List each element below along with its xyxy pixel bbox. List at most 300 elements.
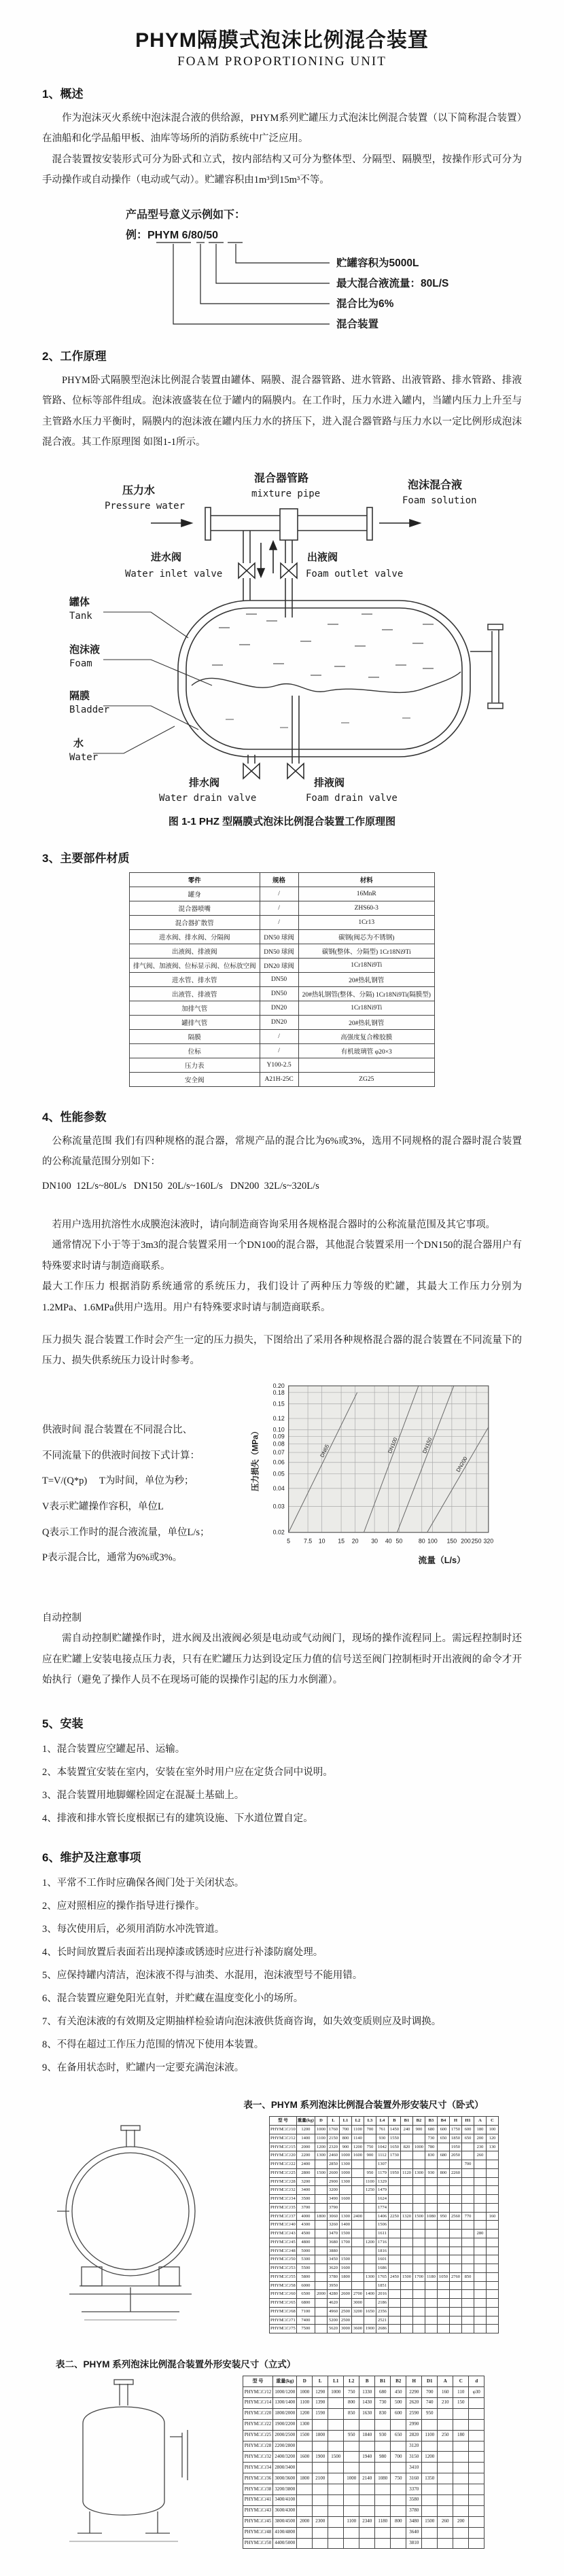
table-cell — [486, 2186, 498, 2195]
table-cell: 3160 — [406, 2473, 422, 2484]
table-cell: 3680 — [327, 2238, 339, 2247]
table-cell: 1000 — [315, 2126, 327, 2134]
chart-xlabel: 流量（L/s） — [418, 1554, 466, 1565]
table-header-cell: D — [297, 2376, 313, 2387]
list-item: 供液时间 混合装置在不同混合比、 — [42, 1424, 193, 1435]
table-cell — [388, 2299, 400, 2308]
label-pressure-water-en: Pressure water — [105, 500, 186, 512]
table-cell — [474, 2325, 486, 2333]
table-cell — [315, 2299, 327, 2308]
svg-text:200: 200 — [461, 1537, 471, 1545]
table-cell: 1611 — [376, 2230, 388, 2238]
table-cell: PHYM□/□/37 — [270, 2212, 297, 2221]
table-header-cell: 材料 — [298, 872, 434, 887]
table-cell — [461, 2247, 474, 2255]
list-item: 不同流量下的供液时间按下式计算： — [42, 1450, 200, 1461]
table-cell: 730 — [375, 2397, 391, 2408]
table-cell: 3500 — [296, 2195, 315, 2204]
table-cell: 碳钢(阀芯为不锈钢) — [298, 929, 434, 944]
table-cell — [400, 2247, 412, 2255]
svg-text:80: 80 — [419, 1537, 425, 1545]
table-cell: 930 — [425, 2168, 437, 2177]
table-cell: 1700 — [339, 2238, 351, 2247]
table-cell: 安全阀 — [130, 1072, 260, 1086]
table-cell — [486, 2272, 498, 2281]
series-label-dn200: DN200 — [455, 1455, 469, 1473]
table-cell: 罐身 — [130, 887, 260, 901]
table-cell — [391, 2527, 406, 2538]
table-cell: 1765 — [376, 2272, 388, 2281]
table-cell: 1500 — [315, 2168, 327, 2177]
table-cell — [375, 2463, 391, 2473]
table-cell — [388, 2177, 400, 2186]
foam-dashes — [212, 614, 434, 677]
table-cell: 3950 — [327, 2281, 339, 2290]
section5-heading: 5、安装 — [42, 1717, 84, 1730]
table-cell: PHYM□/□/20 — [243, 2408, 273, 2419]
table-header-cell: B — [388, 2117, 400, 2126]
table-cell: 2250 — [388, 2212, 400, 2221]
table-cell: 700 — [339, 2126, 351, 2134]
table-cell — [412, 2247, 425, 2255]
section6-items — [42, 1872, 522, 2080]
table-cell: PHYM□/□/43 — [243, 2505, 273, 2516]
table-cell: PHYM□/□/40 — [270, 2221, 297, 2230]
table-cell: PHYM□/□/55 — [270, 2272, 297, 2281]
table-cell — [313, 2538, 328, 2549]
table-cell — [359, 2527, 375, 2538]
table-cell — [438, 2538, 453, 2549]
table-cell — [328, 2473, 344, 2484]
table-cell — [425, 2290, 437, 2299]
table-cell — [438, 2452, 453, 2463]
table-cell — [461, 2307, 474, 2316]
table-cell: 280 — [474, 2230, 486, 2238]
table-cell: PHYM□/□/15 — [270, 2143, 297, 2151]
table-cell — [453, 2441, 469, 2452]
table-cell — [339, 2247, 351, 2255]
section4-p3: 通常情况下小于等于3m3的混合装置采用一个DN100的混合器，其他混合装置采用一个DN150的混合器用户有特殊要求时请与制造商联系。 — [42, 1240, 522, 1272]
table-cell: 混合器喷嘴 — [130, 901, 260, 915]
table-cell: 2300 — [313, 2516, 328, 2527]
table-cell: A21H-25C — [260, 1072, 298, 1086]
table-cell — [315, 2160, 327, 2169]
list-item: Q表示工作时的混合液流量，单位L/s； — [42, 1526, 210, 1538]
table-cell — [449, 2325, 461, 2333]
table-cell — [438, 2505, 453, 2516]
table-cell: Y100-2.5 — [260, 1058, 298, 1072]
table-cell — [400, 2221, 412, 2230]
table-cell: 1320 — [400, 2212, 412, 2221]
table-cell: 2500 — [339, 2316, 351, 2325]
table-cell: 1000 — [339, 2168, 351, 2177]
section5-items — [42, 1738, 522, 1830]
table-cell: 进水管、排水管 — [130, 972, 260, 986]
svg-text:7.5: 7.5 — [304, 1537, 313, 1545]
table-cell: 1506 — [376, 2221, 388, 2230]
table-cell: PHYM□/□/14 — [243, 2397, 273, 2408]
table-cell — [400, 2290, 412, 2299]
table-cell — [449, 2264, 461, 2273]
table-cell: 130 — [486, 2143, 498, 2151]
table-cell: 3780 — [327, 2272, 339, 2281]
table-cell: 1500 — [422, 2516, 438, 2527]
table-cell: 3000 — [351, 2299, 364, 2308]
table-cell: 900 — [412, 2126, 425, 2134]
table-cell — [486, 2247, 498, 2255]
table-header-cell: B4 — [437, 2117, 449, 2126]
table-cell: PHYM□/□/25 — [243, 2430, 273, 2441]
table-cell: 1500 — [339, 2255, 351, 2264]
list-item: 9、在备用状态时，贮罐内一定要充满泡沫液。 — [42, 2062, 245, 2074]
table-cell: DN50 球阀 — [260, 929, 298, 944]
table-cell — [364, 2160, 376, 2169]
table-cell — [449, 2299, 461, 2308]
table-cell: 3780 — [406, 2505, 422, 2516]
table-cell: 1290 — [313, 2387, 328, 2398]
table-cell — [313, 2527, 328, 2538]
table-cell — [422, 2419, 438, 2430]
chart-ytick-labels — [273, 1382, 285, 1536]
table-cell — [359, 2538, 375, 2549]
table-cell — [425, 2195, 437, 2204]
table-cell — [438, 2441, 453, 2452]
table-cell — [486, 2160, 498, 2169]
section4-p2: 若用户选用抗溶性水成膜泡沫液时，请向制造商咨询采用各规格混合器时的公称流量范围及其它事项。 — [52, 1219, 495, 1230]
table-cell — [438, 2463, 453, 2473]
table-cell: 5620 — [327, 2325, 339, 2333]
label-water-cn: 水 — [73, 737, 84, 749]
figure-caption: 图 1-1 PHZ 型隔膜式泡沫比例混合装置工作原理图 — [168, 815, 396, 827]
svg-text:10: 10 — [318, 1537, 325, 1545]
table-cell — [412, 2316, 425, 2325]
table-cell: PHYM□/□/22 — [270, 2160, 297, 2169]
table-cell: 1900 — [313, 2452, 328, 2463]
model-label-flow: 最大混合液流量：80L/S — [336, 277, 449, 289]
table-cell — [339, 2186, 351, 2195]
table-cell: 碳钢(整体、分隔型) 1Cr18Ni9Ti — [298, 944, 434, 958]
table-cell — [425, 2186, 437, 2195]
svg-text:15: 15 — [338, 1537, 345, 1545]
table-cell: 700 — [364, 2126, 376, 2134]
table-cell: PHYM□/□/34 — [270, 2195, 297, 2204]
svg-text:320: 320 — [483, 1537, 494, 1545]
table-cell — [364, 2212, 376, 2221]
table-cell — [461, 2168, 474, 2177]
table-cell: 750 — [344, 2387, 359, 2398]
table-cell — [449, 2247, 461, 2255]
table-cell — [315, 2238, 327, 2247]
table-header-cell: 型 号 — [270, 2117, 297, 2126]
model-underline-lines — [156, 243, 330, 324]
table-cell — [328, 2419, 344, 2430]
table-cell: 3880 — [327, 2247, 339, 2255]
supply-time-block — [42, 1377, 242, 1601]
table-cell — [425, 2203, 437, 2212]
list-item: 6、混合装置应避免阳光直射，并贮藏在温度变化小的场所。 — [42, 1993, 304, 2005]
table-cell — [339, 2281, 351, 2290]
table-cell — [422, 2441, 438, 2452]
list-item: 2、应对照相应的操作指导进行操作。 — [42, 1900, 205, 1912]
horizontal-dimensions-table — [269, 2116, 499, 2333]
table-cell — [388, 2247, 400, 2255]
table-cell — [412, 2134, 425, 2143]
svg-text:50: 50 — [395, 1537, 403, 1545]
svg-text:0.18: 0.18 — [272, 1389, 285, 1396]
table-cell: 1140 — [351, 2134, 364, 2143]
table-cell: 1940 — [359, 2452, 375, 2463]
table-cell — [461, 2299, 474, 2308]
table-cell: 1250 — [364, 2186, 376, 2195]
table2-block — [42, 2376, 522, 2549]
table-cell — [453, 2494, 469, 2505]
table-cell: 1330 — [359, 2387, 375, 2398]
table-cell: 1500 — [328, 2452, 344, 2463]
table-cell: 4960 — [327, 2307, 339, 2316]
table-cell: 1112 — [376, 2151, 388, 2160]
table-cell: PHYM□/□/36 — [243, 2473, 273, 2484]
table-cell — [437, 2238, 449, 2247]
table-cell: 2560 — [449, 2212, 461, 2221]
table-cell — [453, 2538, 469, 2549]
table-cell — [486, 2290, 498, 2299]
table-cell — [339, 2203, 351, 2212]
table-cell: 1100 — [364, 2177, 376, 2186]
table-cell: 110 — [453, 2387, 469, 2398]
table-cell: 1800 — [313, 2430, 328, 2441]
table-cell: 7500 — [296, 2325, 315, 2333]
section1-paragraph-2: 混合装置按安装形式可分为卧式和立式，按内部结构又可分为整体型、分隔型、隔膜型，按操作形式可分为手动操作或自动操作（电动或气动）。贮罐容积由1m³到15m³不等。 — [42, 154, 522, 186]
table-cell — [461, 2290, 474, 2299]
table-cell: 600 — [461, 2126, 474, 2134]
table-cell — [400, 2151, 412, 2160]
table-cell — [437, 2307, 449, 2316]
table-cell: 加排气管 — [130, 1001, 260, 1015]
table-cell: 4100/4800 — [273, 2527, 297, 2538]
table-cell: 3640 — [406, 2527, 422, 2538]
table-cell: PHYM□/□/34 — [243, 2463, 273, 2473]
chart-ylabel: 压力损失（MPa） — [251, 1427, 260, 1492]
label-bladder-en: Bladder — [69, 704, 110, 715]
table-cell: 950 — [364, 2168, 376, 2177]
table-cell: 3000/3600 — [273, 2473, 297, 2484]
section3-heading: 3、主要部件材质 — [42, 851, 130, 865]
table-cell: 1300 — [297, 2419, 313, 2430]
table-cell: 1630 — [359, 2408, 375, 2419]
label-water-drain-cn: 排水阀 — [189, 776, 220, 789]
table-cell — [400, 2195, 412, 2204]
table-cell — [351, 2168, 364, 2177]
table-cell — [461, 2186, 474, 2195]
table-cell: 16MnR — [298, 887, 434, 901]
table-cell: DN50 — [260, 972, 298, 986]
table-cell: 750 — [364, 2143, 376, 2151]
table-cell: 1851 — [376, 2281, 388, 2290]
table-header-cell: B2 — [391, 2376, 406, 2387]
horizontal-tank-drawing — [42, 2116, 246, 2327]
pressure-loss-chart — [242, 1377, 522, 1601]
table-cell — [425, 2325, 437, 2333]
table-cell — [412, 2299, 425, 2308]
table-cell — [388, 2325, 400, 2333]
table-cell: 2450 — [388, 2272, 400, 2281]
table-cell: 1950 — [449, 2143, 461, 2151]
table-cell: 2600 — [339, 2290, 351, 2299]
table-cell: PHYM□/□/32 — [243, 2452, 273, 2463]
table-cell: 1600 — [339, 2264, 351, 2273]
table-cell: 3700 — [296, 2203, 315, 2212]
table-cell: PHYM□/□/48 — [270, 2247, 297, 2255]
table-cell: 210 — [438, 2397, 453, 2408]
table-cell — [486, 2177, 498, 2186]
table-cell — [400, 2160, 412, 2169]
table-cell — [425, 2264, 437, 2273]
table-cell — [400, 2281, 412, 2290]
table-cell: 1590 — [313, 2408, 328, 2419]
chart-and-formula-row — [42, 1377, 522, 1601]
table-cell — [351, 2264, 364, 2273]
table-cell: 830 — [425, 2151, 437, 2160]
table-cell: 1900/2200 — [273, 2419, 297, 2430]
table-cell — [328, 2463, 344, 2473]
table-cell — [364, 2134, 376, 2143]
table-cell: / — [260, 1029, 298, 1043]
table-cell — [328, 2430, 344, 2441]
table-cell — [391, 2441, 406, 2452]
table-cell — [412, 2255, 425, 2264]
table-cell — [461, 2203, 474, 2212]
table-cell: / — [260, 901, 298, 915]
table-cell: 1100 — [422, 2430, 438, 2441]
table-cell — [315, 2307, 327, 2316]
table-cell: 740 — [422, 2397, 438, 2408]
table-cell: 1450 — [388, 2126, 400, 2134]
table-cell: 3810 — [406, 2538, 422, 2549]
table-cell — [351, 2203, 364, 2212]
table-cell: PHYM□/□/43 — [270, 2230, 297, 2238]
table-cell — [469, 2473, 484, 2484]
table-cell — [297, 2441, 313, 2452]
table-cell: 850 — [461, 2272, 474, 2281]
label-mixture-pipe-en: mixture pipe — [251, 488, 321, 499]
table-cell — [449, 2255, 461, 2264]
table-cell: 5800 — [296, 2272, 315, 2281]
table-header-cell: L1 — [328, 2376, 344, 2387]
table-cell — [412, 2281, 425, 2290]
table-cell — [422, 2538, 438, 2549]
table-cell — [422, 2494, 438, 2505]
table-cell: 2500 — [339, 2307, 351, 2316]
table-header-cell: 重量(kg) — [273, 2376, 297, 2387]
table-cell: 5500 — [296, 2264, 315, 2273]
table-cell — [388, 2186, 400, 2195]
table-cell — [391, 2538, 406, 2549]
table-cell — [437, 2160, 449, 2169]
table-cell: 1000 — [344, 2473, 359, 2484]
table-cell — [351, 2255, 364, 2264]
svg-text:0.02: 0.02 — [272, 1528, 285, 1536]
table-cell — [351, 2272, 364, 2281]
table-cell — [400, 2134, 412, 2143]
bladder-membrane-line — [192, 672, 461, 692]
table-cell — [438, 2494, 453, 2505]
table-cell: DN50 — [260, 986, 298, 1001]
table-cell — [364, 2281, 376, 2290]
table-cell: 3800/4500 — [273, 2516, 297, 2527]
table-cell: 3120 — [406, 2441, 422, 2452]
table-cell: 4280 — [327, 2290, 339, 2299]
table-cell — [297, 2538, 313, 2549]
table-cell: 250 — [438, 2430, 453, 2441]
table-cell: 2150 — [327, 2134, 339, 2143]
table-cell: 1406 — [376, 2212, 388, 2221]
table-cell: 6500 — [296, 2290, 315, 2299]
table-cell — [388, 2230, 400, 2238]
table-cell: PHYM□/□/20 — [270, 2151, 297, 2160]
table-cell: 2400 — [296, 2160, 315, 2169]
table-cell — [391, 2505, 406, 2516]
table-cell — [315, 2316, 327, 2325]
table-cell — [438, 2484, 453, 2495]
table-cell — [469, 2419, 484, 2430]
table-cell: 850 — [344, 2408, 359, 2419]
table-cell: 950 — [344, 2430, 359, 2441]
table-cell: 700 — [461, 2160, 474, 2169]
table-cell — [400, 2186, 412, 2195]
list-item: 4、长时间放置后表面若出现掉漆或锈迹时应进行补漆防腐处理。 — [42, 1947, 323, 1958]
table-cell — [449, 2195, 461, 2204]
table-cell: 930 — [376, 2134, 388, 2143]
table-cell — [474, 2221, 486, 2230]
list-item: 2、本装置宜安装在室内，安装在室外时用户应在定货合同中说明。 — [42, 1766, 333, 1778]
table-cell: 1200 — [297, 2408, 313, 2419]
table-cell: 2900 — [327, 2177, 339, 2186]
table-header-cell: L — [327, 2117, 339, 2126]
table-cell: PHYM□/□/32 — [270, 2186, 297, 2195]
table-cell: 1600 — [339, 2195, 351, 2204]
table-cell: 1300 — [315, 2151, 327, 2160]
table-header-cell: L — [313, 2376, 328, 2387]
table-header-cell: A — [438, 2376, 453, 2387]
table-cell: 6800 — [296, 2299, 315, 2308]
table-cell — [412, 2290, 425, 2299]
table-cell: 1774 — [376, 2203, 388, 2212]
table-cell — [486, 2264, 498, 2273]
table-cell — [315, 2177, 327, 2186]
table2-caption: 表二、PHYM 系列泡沫比例混合装置外形安装尺寸（立式） — [56, 2359, 296, 2370]
table-cell: 1816 — [376, 2247, 388, 2255]
drain-pipes — [248, 696, 299, 764]
table-cell: 有机玻璃管 φ20×3 — [298, 1043, 434, 1058]
table-cell — [364, 2221, 376, 2230]
table-cell: 2140 — [359, 2473, 375, 2484]
list-item: 7、有关泡沫液的有效期及定期抽样检验请向泡沫液供货商咨询，如失效变质则应及时调换。 — [42, 2016, 442, 2028]
table-cell — [474, 2307, 486, 2316]
level-gauge — [470, 624, 503, 709]
table-cell: 2356 — [376, 2307, 388, 2316]
table-cell: 2460 — [327, 2151, 339, 2160]
table-cell — [388, 2264, 400, 2273]
table-cell: 1180 — [375, 2516, 391, 2527]
table-cell — [486, 2299, 498, 2308]
table-cell: 1650 — [388, 2143, 400, 2151]
table-cell — [437, 2290, 449, 2299]
table-cell: 1200 — [364, 2238, 376, 2247]
table-cell — [328, 2397, 344, 2408]
table-cell: 2521 — [376, 2316, 388, 2325]
table-cell: 1000/1200 — [273, 2387, 297, 2398]
table-cell — [297, 2494, 313, 2505]
